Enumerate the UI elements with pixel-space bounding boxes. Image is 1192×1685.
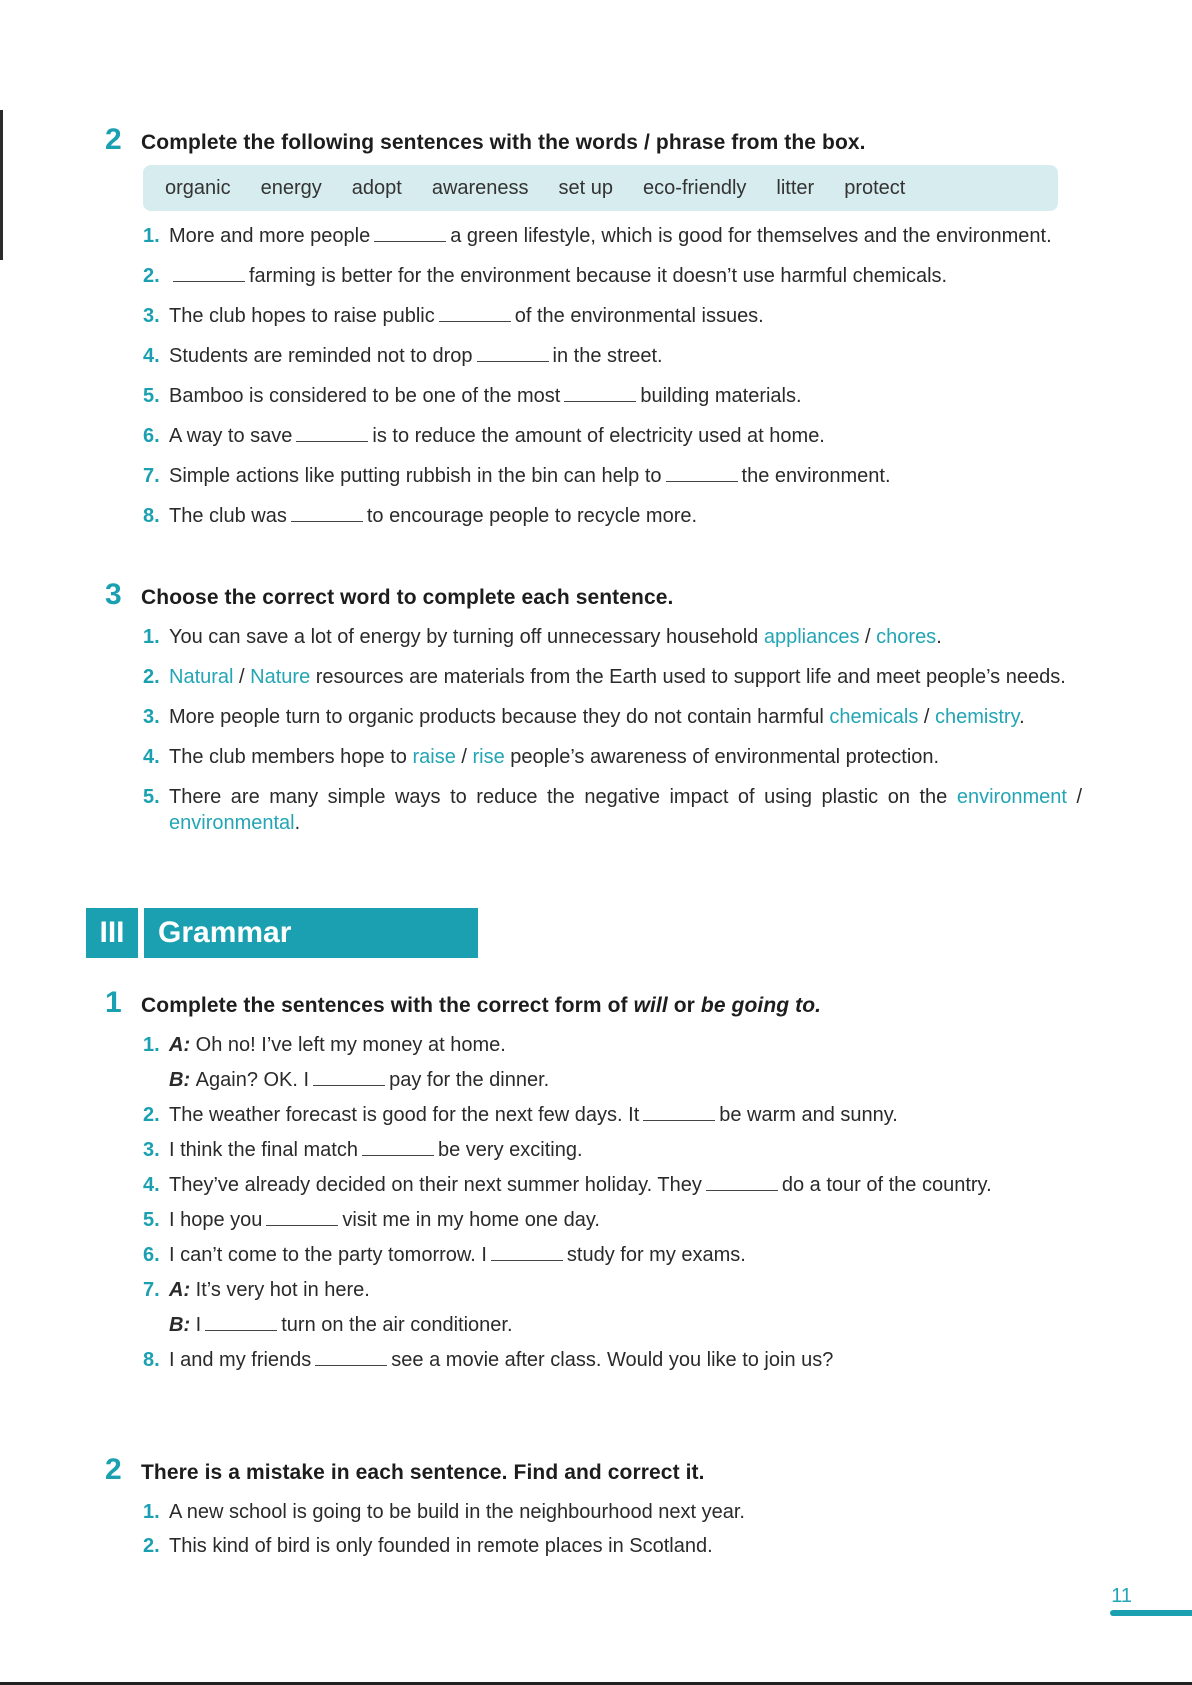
answer-blank xyxy=(564,383,636,402)
item-text: farming is better for the environment because it doesn’t use harmful chemicals. xyxy=(249,265,948,287)
answer-blank xyxy=(477,343,549,362)
exercise-title xyxy=(141,994,821,1018)
item-number: 1. xyxy=(143,1501,160,1523)
item-number: 8. xyxy=(143,1349,160,1371)
exercise-number: 1 xyxy=(105,986,122,1019)
list-item xyxy=(143,624,1082,650)
grammar-section-banner xyxy=(86,908,478,958)
option-2: chemistry xyxy=(935,706,1020,728)
exercise-2-items xyxy=(143,223,1082,529)
item-text: see a movie after class. Would you like to join us? xyxy=(391,1349,834,1371)
list-item xyxy=(143,303,1082,329)
list-item xyxy=(143,1207,1082,1233)
item-number: 4. xyxy=(143,746,160,768)
option-separator: / xyxy=(455,746,473,768)
item-text: Oh no! I’ve left my money at home. xyxy=(195,1034,506,1056)
item-text: pay for the dinner. xyxy=(389,1069,550,1091)
margin-rule xyxy=(0,110,3,260)
item-text: It’s very hot in here. xyxy=(195,1279,370,1301)
item-number: 1. xyxy=(143,225,160,247)
list-item xyxy=(143,1312,1082,1338)
list-item xyxy=(143,263,1082,289)
option-2: environmental xyxy=(169,812,295,834)
item-text: is to reduce the amount of electricity used at home. xyxy=(372,425,825,447)
item-text: There are many simple ways to reduce the negative impact of using plastic on the xyxy=(169,786,957,808)
section-number: III xyxy=(86,908,138,958)
item-text: resources are materials from the Earth used to support life and meet people’s needs. xyxy=(310,666,1066,688)
list-item xyxy=(143,223,1082,249)
option-1: chemicals xyxy=(829,706,919,728)
grammar-exercise-2 xyxy=(105,1455,1082,1567)
list-item xyxy=(143,383,1082,409)
exercise-3-choose xyxy=(105,580,1082,850)
list-item xyxy=(143,1533,1082,1559)
answer-blank xyxy=(643,1102,715,1121)
item-text: of the environmental issues. xyxy=(514,305,764,327)
grammar-exercise-1 xyxy=(105,988,1082,1382)
item-number: 2. xyxy=(143,666,160,688)
exercise-number: 3 xyxy=(105,578,122,611)
item-text: Again? OK. I xyxy=(195,1069,310,1091)
item-number: 5. xyxy=(143,786,160,808)
item-text: be very exciting. xyxy=(437,1139,583,1161)
option-1: Natural xyxy=(169,666,234,688)
list-item xyxy=(143,744,1082,770)
option-separator: / xyxy=(1066,786,1082,808)
item-number: 6. xyxy=(143,425,160,447)
list-item xyxy=(143,1032,1082,1058)
answer-blank xyxy=(315,1347,387,1366)
list-item xyxy=(143,1347,1082,1373)
exercise-3-items xyxy=(143,624,1082,836)
list-item xyxy=(143,1499,1082,1525)
option-2: Nature xyxy=(250,666,311,688)
item-text: Simple actions like putting rubbish in the bin can help to xyxy=(169,465,662,487)
list-item xyxy=(143,1242,1082,1268)
item-number: 2. xyxy=(143,265,160,287)
exercise-heading xyxy=(105,580,1082,610)
word-box xyxy=(143,165,1058,211)
item-text: They’ve already decided on their next summer holiday. They xyxy=(169,1174,702,1196)
exercise-number: 2 xyxy=(105,1453,122,1486)
box-word: organic xyxy=(165,176,231,199)
title-or: or xyxy=(667,994,701,1017)
answer-blank xyxy=(313,1067,385,1086)
speaker-label: B: xyxy=(169,1314,196,1336)
item-text: This kind of bird is only founded in remote places in Scotland. xyxy=(169,1535,713,1557)
list-item xyxy=(143,664,1082,690)
item-number: 3. xyxy=(143,305,160,327)
box-word: awareness xyxy=(431,176,529,199)
option-2: chores xyxy=(876,626,937,648)
item-text: a green lifestyle, which is good for themselves and the environment. xyxy=(450,225,1052,247)
item-text: The club hopes to raise public xyxy=(169,305,435,327)
box-word: energy xyxy=(260,176,322,199)
item-text: . xyxy=(1019,706,1025,728)
list-item xyxy=(143,1137,1082,1163)
list-item xyxy=(143,503,1082,529)
item-number: 8. xyxy=(143,505,160,527)
list-item xyxy=(143,1277,1082,1303)
item-text: I xyxy=(195,1314,202,1336)
item-text: Students are reminded not to drop xyxy=(169,345,473,367)
list-item xyxy=(143,1067,1082,1093)
answer-blank xyxy=(362,1137,434,1156)
item-number: 2. xyxy=(143,1104,160,1126)
answer-blank xyxy=(296,423,368,442)
option-1: environment xyxy=(956,786,1067,808)
grammar-1-items xyxy=(143,1032,1082,1373)
item-number: 1. xyxy=(143,626,160,648)
exercise-title: Choose the correct word to complete each sentence. xyxy=(141,586,674,609)
item-text: The club members hope to xyxy=(169,746,413,768)
item-number: 5. xyxy=(143,385,160,407)
item-text: More people turn to organic products because they do not contain harmful xyxy=(169,706,830,728)
option-2: rise xyxy=(472,746,505,768)
answer-blank xyxy=(491,1242,563,1261)
page-number: 11 xyxy=(1111,1585,1132,1607)
item-text: More and more people xyxy=(169,225,371,247)
page-number-bar xyxy=(1110,1610,1192,1616)
answer-blank xyxy=(439,303,511,322)
item-text: turn on the air conditioner. xyxy=(281,1314,513,1336)
list-item xyxy=(143,1172,1029,1198)
item-text: people’s awareness of environmental protection. xyxy=(504,746,940,768)
item-number: 3. xyxy=(143,706,160,728)
list-item xyxy=(143,343,1082,369)
exercise-title: There is a mistake in each sentence. Find and correct it. xyxy=(141,1461,705,1484)
exercise-heading xyxy=(105,1455,1082,1485)
box-word: litter xyxy=(776,176,815,199)
exercise-title: Complete the following sentences with the words / phrase from the box. xyxy=(141,131,866,154)
list-item xyxy=(143,423,1082,449)
speaker-label: A: xyxy=(169,1034,196,1056)
box-word: set up xyxy=(558,176,614,199)
option-separator: / xyxy=(233,666,251,688)
item-number: 6. xyxy=(143,1244,160,1266)
item-text: A new school is going to be build in the neighbourhood next year. xyxy=(169,1501,745,1523)
speaker-label: B: xyxy=(169,1069,196,1091)
item-text: be warm and sunny. xyxy=(719,1104,898,1126)
answer-blank xyxy=(291,503,363,522)
answer-blank xyxy=(205,1312,277,1331)
list-item xyxy=(143,1102,1082,1128)
section-title: Grammar xyxy=(144,908,478,958)
option-separator: / xyxy=(859,626,877,648)
grammar-2-items xyxy=(143,1499,1082,1559)
answer-blank xyxy=(266,1207,338,1226)
item-text: in the street. xyxy=(552,345,663,367)
list-item xyxy=(143,463,1082,489)
item-number: 5. xyxy=(143,1209,160,1231)
item-number: 4. xyxy=(143,1174,160,1196)
exercise-heading xyxy=(105,988,1082,1018)
answer-blank xyxy=(666,463,738,482)
title-will: will xyxy=(633,994,668,1017)
item-number: 2. xyxy=(143,1535,160,1557)
title-text: Complete the sentences with the correct form of xyxy=(141,994,634,1017)
title-be-going-to: be going to. xyxy=(700,994,822,1017)
item-text: A way to save xyxy=(169,425,293,447)
speaker-label: A: xyxy=(169,1279,196,1301)
list-item xyxy=(143,784,1082,836)
item-text: You can save a lot of energy by turning off unnecessary household xyxy=(169,626,764,648)
option-separator: / xyxy=(918,706,935,728)
item-text: study for my exams. xyxy=(566,1244,746,1266)
item-text: I can’t come to the party tomorrow. I xyxy=(169,1244,487,1266)
item-text: Bamboo is considered to be one of the most xyxy=(169,385,561,407)
item-text: The club was xyxy=(169,505,287,527)
item-text: . xyxy=(294,812,301,834)
item-text: I think the final match xyxy=(169,1139,358,1161)
answer-blank xyxy=(173,263,245,282)
item-text: the environment. xyxy=(741,465,891,487)
list-item xyxy=(143,704,1082,730)
item-text: visit me in my home one day. xyxy=(342,1209,600,1231)
item-text: . xyxy=(936,626,942,648)
item-number: 1. xyxy=(143,1034,160,1056)
option-1: appliances xyxy=(763,626,860,648)
item-number: 7. xyxy=(143,1279,160,1301)
item-text: to encourage people to recycle more. xyxy=(366,505,698,527)
answer-blank xyxy=(374,223,446,242)
answer-blank xyxy=(706,1172,778,1191)
exercise-2-vocabulary xyxy=(105,125,1082,543)
item-text: do a tour of the country. xyxy=(781,1174,992,1196)
item-text: building materials. xyxy=(640,385,802,407)
exercise-heading xyxy=(105,125,1082,155)
box-word: adopt xyxy=(351,176,402,199)
box-word: eco-friendly xyxy=(643,176,747,199)
item-text: The weather forecast is good for the next few days. It xyxy=(169,1104,640,1126)
exercise-number: 2 xyxy=(105,123,122,156)
option-1: raise xyxy=(412,746,456,768)
item-number: 3. xyxy=(143,1139,160,1161)
item-number: 4. xyxy=(143,345,160,367)
item-number: 7. xyxy=(143,465,160,487)
item-text: I and my friends xyxy=(169,1349,312,1371)
box-word: protect xyxy=(844,176,906,199)
item-text: I hope you xyxy=(169,1209,263,1231)
